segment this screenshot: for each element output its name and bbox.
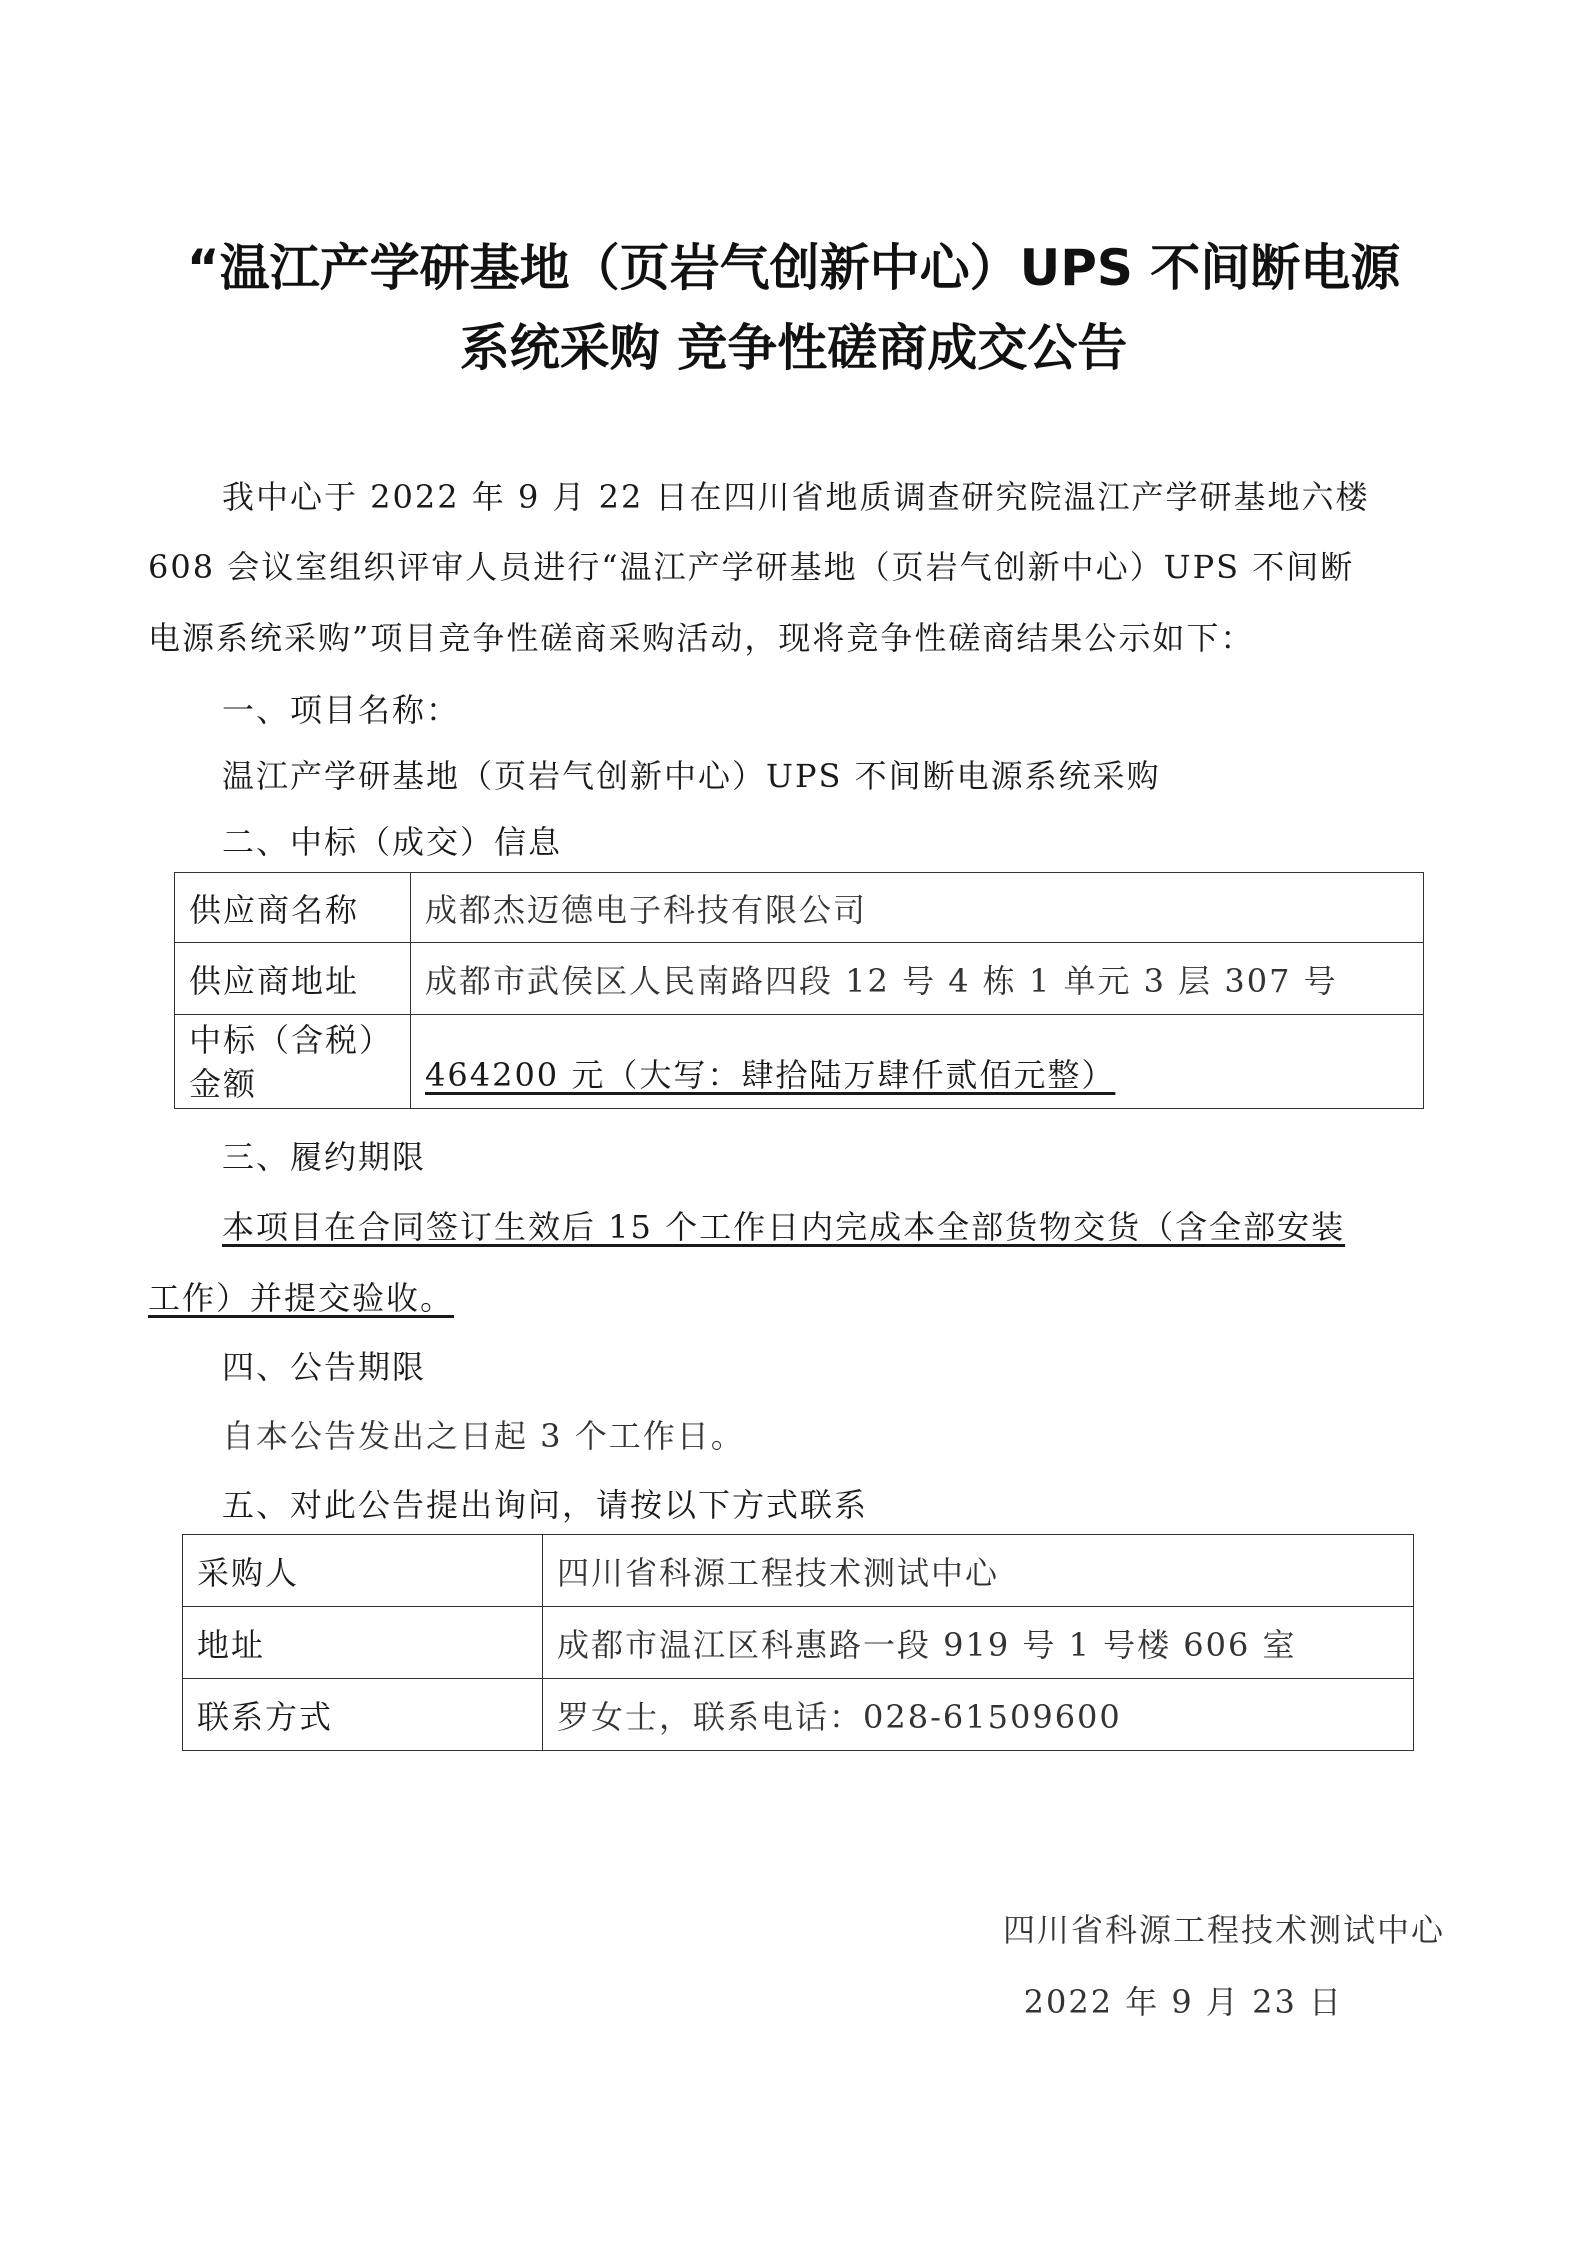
performance-line-2: 工作）并提交验收。 [148,1279,455,1317]
contact-method-value: 罗女士，联系电话：028-61509600 [543,1679,1414,1751]
address-value: 成都市温江区科惠路一段 919 号 1 号楼 606 室 [543,1607,1414,1679]
title-line-2: 系统采购 竞争性磋商成交公告 [459,319,1128,377]
award-amount-label-line-2: 金额 [189,1064,258,1103]
section-5-heading: 五、对此公告提出询问，请按以下方式联系 [222,1486,869,1524]
table-row [175,873,1424,943]
supplier-name-label: 供应商名称 [175,873,411,943]
award-amount-label-line-1: 中标（含税） [189,1020,394,1059]
award-amount-value: 464200 元（大写：肆拾陆万肆仟贰佰元整） [425,1055,1116,1094]
section-2-heading: 二、中标（成交）信息 [222,823,563,861]
supplier-name-value: 成都杰迈德电子科技有限公司 [411,873,1424,943]
purchaser-value: 四川省科源工程技术测试中心 [543,1535,1414,1607]
intro-line-1: 我中心于 2022 年 9 月 22 日在四川省地质调查研究院温江产学研基地六楼 [222,478,1370,516]
contact-table [182,1534,1414,1751]
signature-org: 四川省科源工程技术测试中心 [1002,1911,1445,1949]
announcement-period: 自本公告发出之日起 3 个工作日。 [222,1417,745,1455]
address-label: 地址 [183,1607,543,1679]
section-3-heading: 三、履约期限 [222,1138,427,1176]
intro-line-3: 电源系统采购”项目竞争性磋商采购活动，现将竞争性磋商结果公示如下： [148,619,1255,657]
intro-line-2: 608 会议室组织评审人员进行“温江产学研基地（页岩气创新中心）UPS 不间断 [148,548,1355,586]
award-info-table [174,872,1424,1109]
contact-method-label: 联系方式 [183,1679,543,1751]
title-line-1: “温江产学研基地（页岩气创新中心）UPS 不间断电源 [186,239,1401,297]
signature-date: 2022 年 9 月 23 日 [1023,1983,1343,2021]
table-row [183,1679,1414,1751]
table-row [183,1607,1414,1679]
section-4-heading: 四、公告期限 [222,1348,427,1386]
purchaser-label: 采购人 [183,1535,543,1607]
supplier-address-label: 供应商地址 [175,943,411,1015]
table-row [183,1535,1414,1607]
table-row [175,1015,1424,1109]
section-1-heading: 一、项目名称： [222,691,461,729]
award-amount-label [175,1015,411,1109]
performance-line-1: 本项目在合同签订生效后 15 个工作日内完成本全部货物交货（含全部安装 [222,1208,1346,1246]
project-name: 温江产学研基地（页岩气创新中心）UPS 不间断电源系统采购 [222,757,1161,795]
supplier-address-value: 成都市武侯区人民南路四段 12 号 4 栋 1 单元 3 层 307 号 [411,943,1424,1015]
table-row [175,943,1424,1015]
